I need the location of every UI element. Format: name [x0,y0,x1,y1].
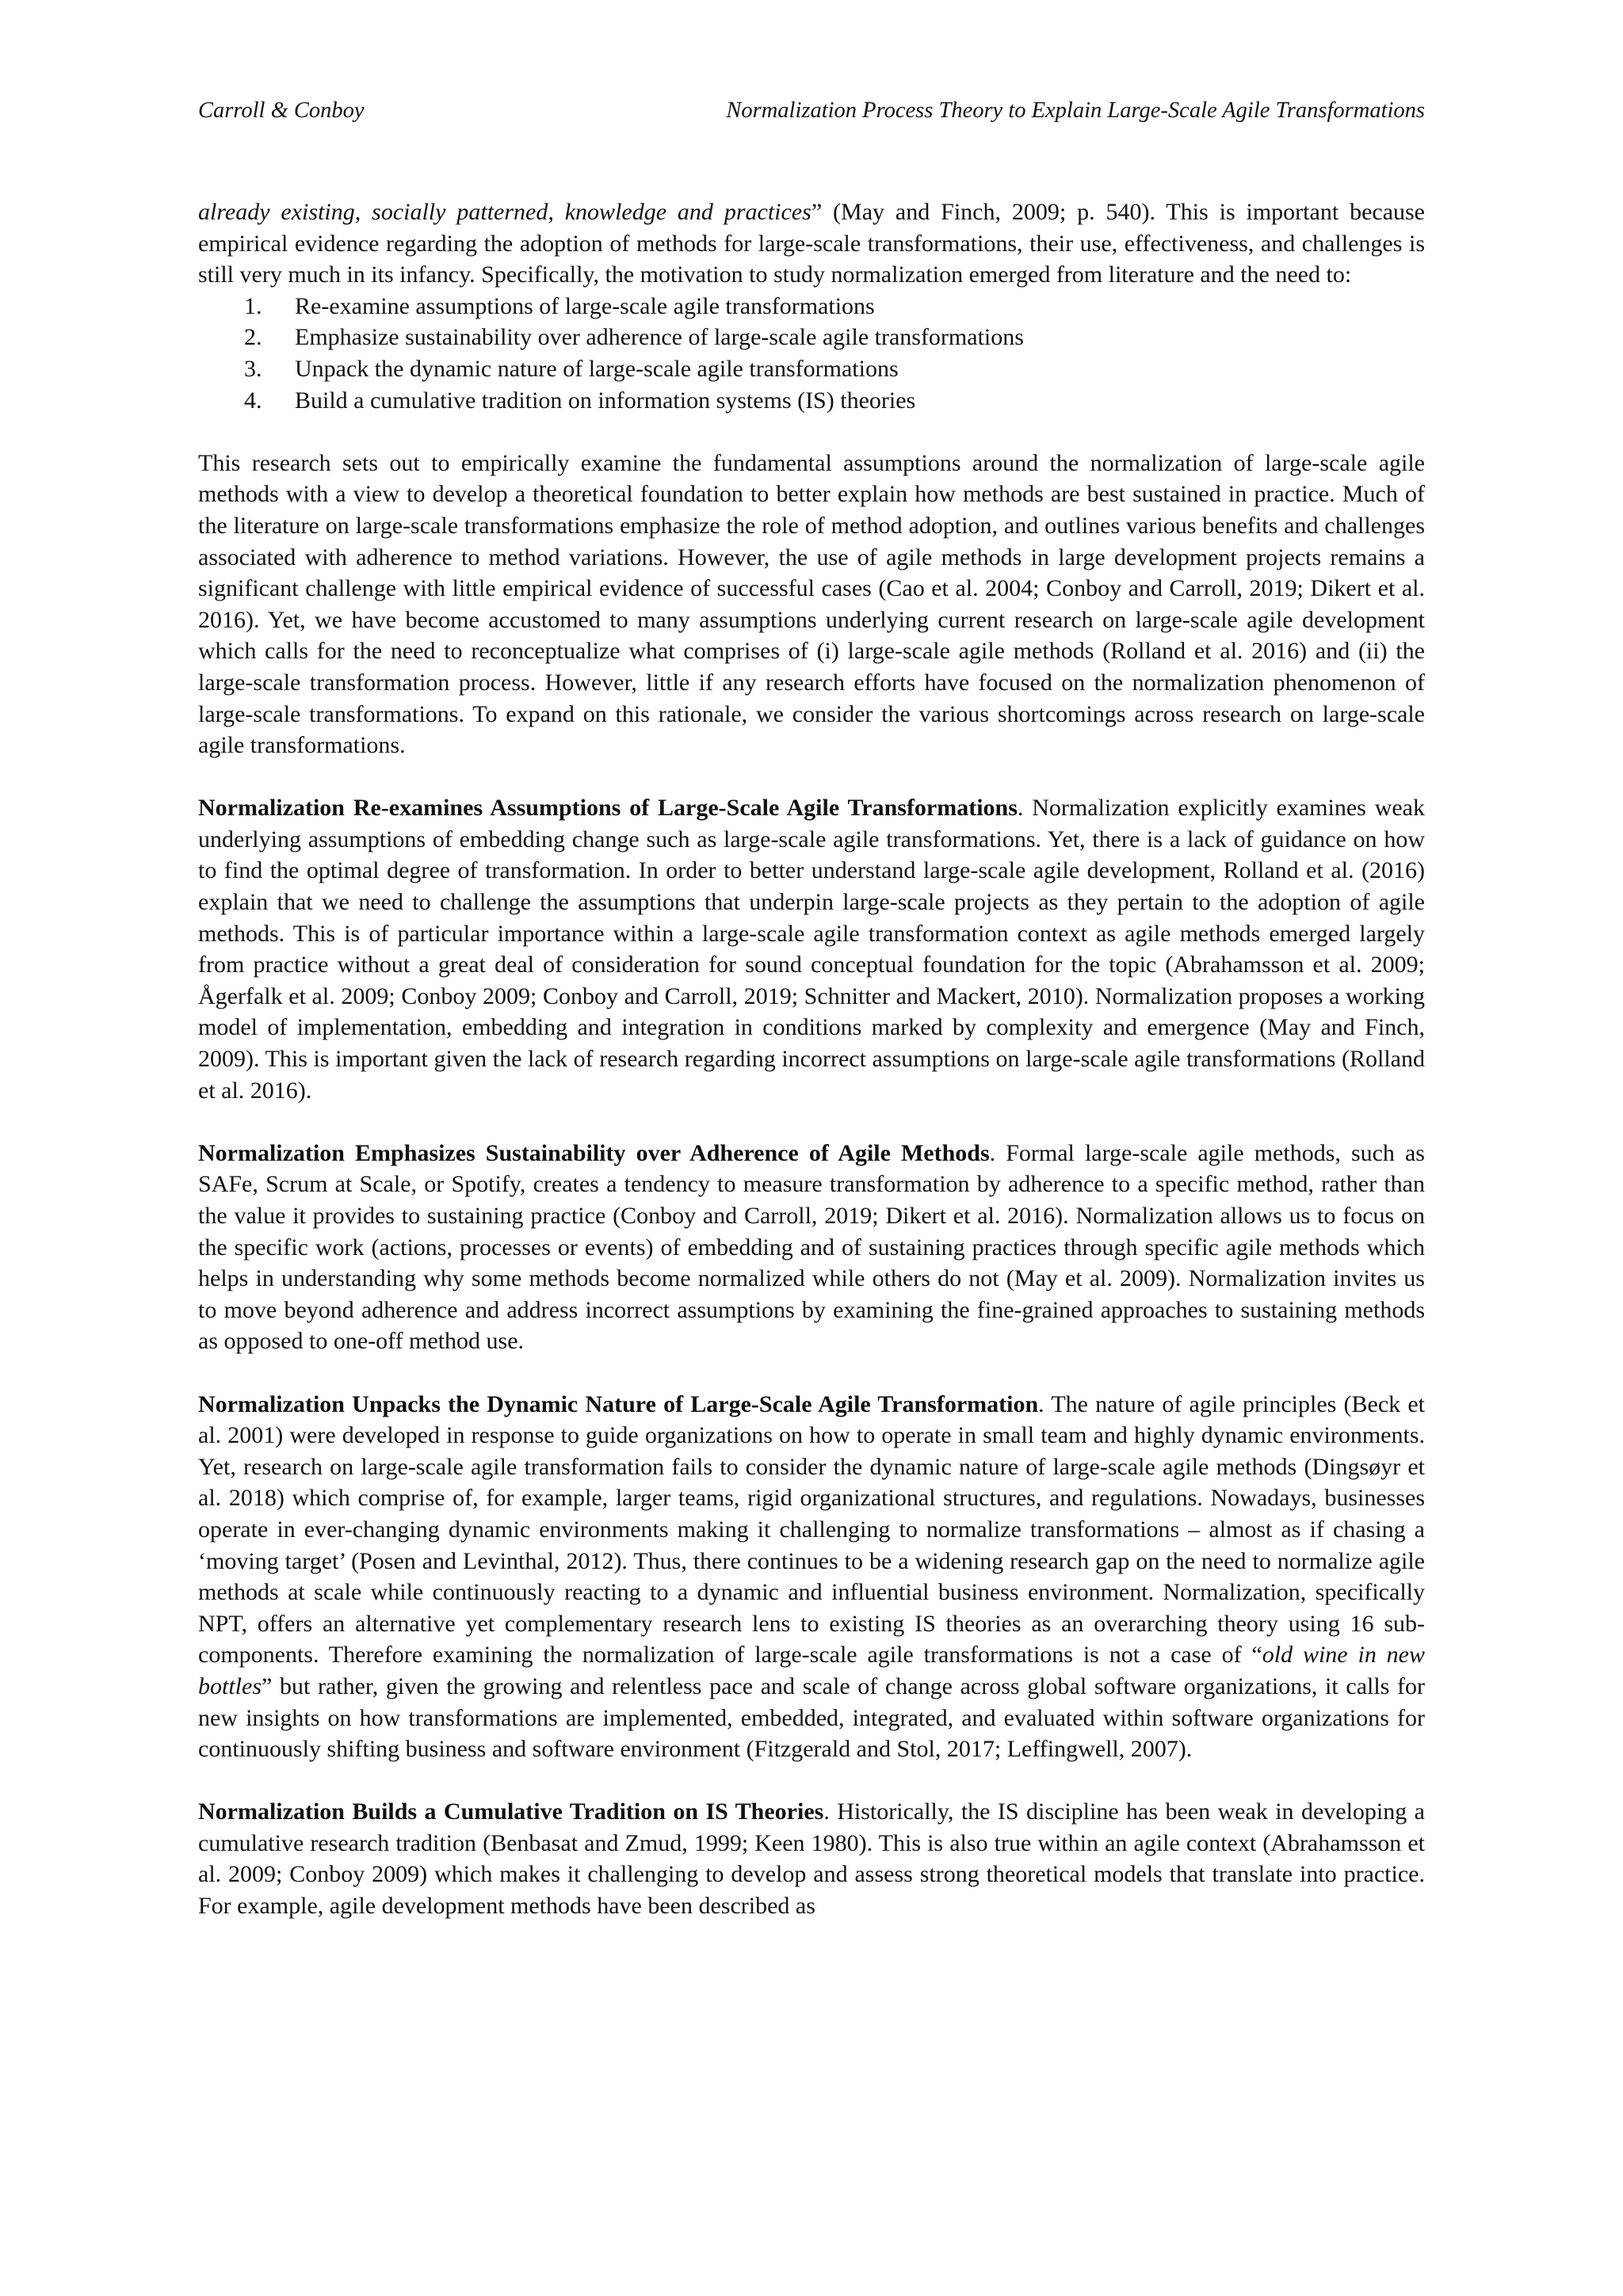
dynamic-italic: old wine in new bottles [198,1642,1426,1699]
sustainability-heading: Normalization Emphasizes Sustainability over Adherence of Agile Methods [198,1139,990,1166]
research-paragraph: This research sets out to empirically examine the fundamental assumptions around the normalization of large-scale agile methods with a view to develop a theoretical foundation to better explain how methods are best sustained in practice. Much of the literature on large-scale transformations emphasize the role of method adoption, and outlines various benefits and challenges associated with adherence to method variations. However, the use of agile methods in large development projects remains a significant challenge with little empirical evidence of successful cases (Cao et al. 2004; Conboy and Carroll, 2019; Dikert et al. 2016). Yet, we have become accustomed to many assumptions underlying current research on large-scale agile development which calls for the need to reconceptualize what comprises of (i) large-scale agile methods (Rolland et al. 2016) and (ii) the large-scale transformation process. However, little if any research efforts have focused on the normalization phenomenon of large-scale transformations. To expand on this rationale, we consider the various shortcomings across research on large-scale agile transformations. [198,449,1425,759]
sustainability-paragraph [198,1138,1425,1357]
motivation-list [198,291,1425,416]
dynamic-text-after: ” but rather, given the growing and relentless pace and scale of change across global software organizations, it calls for new insights on how transformations are implemented, embedded, integrated, and evaluated within software organizations for continuously shifting business and software environment (Fitzgerald and Stol, 2017; Leffingwell, 2007). [198,1672,1425,1763]
sustainability-text: . Formal large-scale agile methods, such as SAFe, Scrum at Scale, or Spotify, creates a tendency to measure transformation by adherence to a specific method, rather than the value it provides to sustaining practice (Conboy and Carroll, 2019; Dikert et al. 2016). Normalization allows us to focus on the specific work (actions, processes or events) of embedding and of sustaining practices through specific agile methods which helps in understanding why some methods become normalized while others do not (May et al. 2009). Normalization invites us to move beyond adherence and address incorrect assumptions by examining the fine-grained approaches to sustaining methods as opposed to one-off method use. [198,1139,1425,1355]
list-item [198,385,1425,417]
header-authors: Carroll & Conboy [198,98,365,123]
list-item-text: Emphasize sustainability over adherence of large-scale agile transformations [295,324,1024,351]
intro-quote-rest: ” (May and Finch, 2009; p. 540). This is important because empirical evidence regarding the adoption of methods for large-scale transformations, their use, effectiveness, and challenges is still very much in its infancy. Specifically, the motivation to study normalization emerged from literature and the need to: [198,199,1426,288]
list-item-number: 2. [244,324,262,351]
cumulative-heading: Normalization Builds a Cumulative Tradition on IS Theories [198,1798,824,1825]
list-item-text: Unpack the dynamic nature of large-scale agile transformations [295,355,899,382]
reexamine-text: . Normalization explicitly examines weak underlying assumptions of embedding change such as large-scale agile transformations. Yet, there is a lack of guidance on how to find the optimal degree of transformation. In order to better understand large-scale agile development, Rolland et al. (2016) explain that we need to challenge the assumptions that underpin large-scale projects as they pertain to the adoption of agile methods. This is of particular importance within a large-scale agile transformation context as agile methods emerged largely from practice without a great deal of consideration for sound conceptual foundation for the topic (Abrahamsson et al. 2009; Ågerfalk et al. 2009; Conboy 2009; Conboy and Carroll, 2019; Schnitter and Mackert, 2010). Normalization proposes a working model of implementation, embedding and integration in conditions marked by complexity and emergence (May and Finch, 2009). This is important given the lack of research regarding incorrect assumptions on large-scale agile transformations (Rolland et al. 2016). [198,795,1425,1104]
cumulative-text: . Historically, the IS discipline has been weak in developing a cumulative research tradition (Benbasat and Zmud, 1999; Keen 1980). This is also true within an agile context (Abrahamsson et al. 2009; Conboy 2009) which makes it challenging to develop and assess strong theoretical models that translate into practice. For example, agile development methods have been described as [198,1798,1425,1920]
dynamic-heading: Normalization Unpacks the Dynamic Nature of Large-Scale Agile Transformation [198,1390,1039,1417]
list-item [198,353,1425,385]
body-text [198,196,1425,1953]
list-item-text: Build a cumulative tradition on information systems (IS) theories [295,387,916,414]
reexamine-heading: Normalization Re-examines Assumptions of Large-Scale Agile Transformations [198,795,1018,822]
running-header [198,95,1425,127]
cumulative-paragraph [198,1796,1425,1921]
list-item-number: 3. [244,355,262,382]
header-title: Normalization Process Theory to Explain Large-Scale Agile Transformations [726,98,1425,123]
intro-quote-italic: already existing, socially patterned, knowledge and practices [198,199,812,225]
dynamic-paragraph [198,1389,1425,1765]
reexamine-paragraph [198,792,1425,1106]
list-item [198,291,1425,322]
list-item-number: 4. [244,387,262,414]
intro-paragraph [198,196,1425,291]
list-item-number: 1. [244,292,262,319]
list-item [198,322,1425,353]
dynamic-text-before: . The nature of agile principles (Beck et al. 2001) were developed in response to guide organizations on how to operate in small team and highly dynamic environments. Yet, research on large-scale agile transformation fails to consider the dynamic nature of large-scale agile methods (Dingsøyr et al. 2018) which comprise of, for example, larger teams, rigid organizational structures, and regulations. Nowadays, businesses operate in ever-changing dynamic environments making it challenging to normalize transformations – almost as if chasing a ‘moving target’ (Posen and Levinthal, 2012). Thus, there continues to be a widening research gap on the need to normalize agile methods at scale while continuously reacting to a dynamic and influential business environment. Normalization, specifically NPT, offers an alternative yet complementary research lens to existing IS theories as an overarching theory using 16 sub-components. Therefore examining the normalization of large-scale agile transformations is not a case of “ [198,1390,1425,1669]
list-item-text: Re-examine assumptions of large-scale agile transformations [295,292,875,319]
